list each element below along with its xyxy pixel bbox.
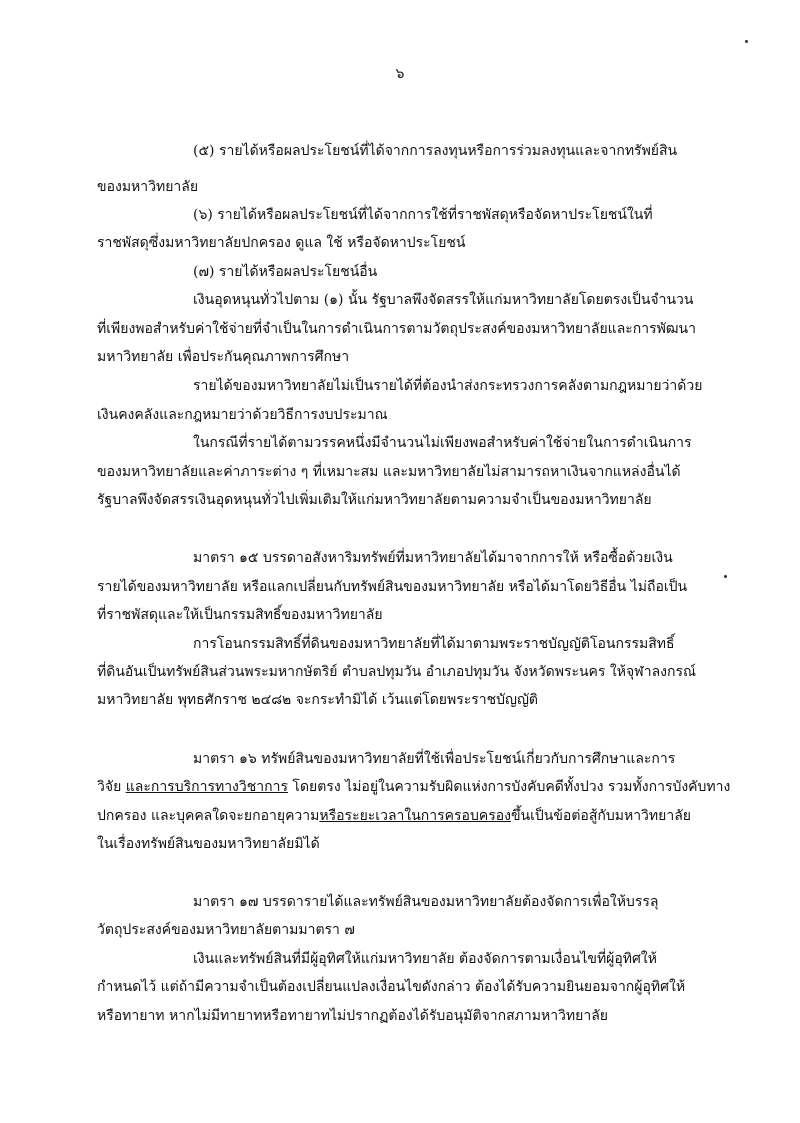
text-line: (๗) รายได้หรือผลประโยชน์อื่น — [193, 264, 378, 280]
text-segment: วิจัย — [97, 779, 126, 795]
text-line: รัฐบาลพึงจัดสรรเงินอุดหนุนทั่วไปเพิ่มเติมให้แก่มหาวิทยาลัยตามความจำเป็นของมหาวิทยาลัย — [97, 492, 652, 508]
text-line — [97, 806, 691, 826]
text-line: ที่เพียงพอสำหรับค่าใช้จ่ายที่จำเป็นในการดำเนินการตามวัตถุประสงค์ของมหาวิทยาลัยและการพัฒนา — [97, 321, 696, 337]
text-line: ของมหาวิทยาลัย — [97, 179, 199, 195]
text-line: ในเรื่องทรัพย์สินของมหาวิทยาลัยมิได้ — [97, 836, 320, 852]
text-line: รายได้ของมหาวิทยาลัยไม่เป็นรายได้ที่ต้องนำส่งกระทรวงการคลังตามกฎหมายว่าด้วย — [193, 378, 703, 394]
text-segment: โดยตรง ไม่อยู่ในความรับผิดแห่งการบังคับคดีทั้งปวง รวมทั้งการบังคับทาง — [287, 779, 731, 795]
text-line: หรือทายาท หากไม่มีทายาทหรือทายาทไม่ปรากฏต้องได้รับอนุมัติจากสภามหาวิทยาลัย — [97, 1008, 608, 1024]
text-line: ในกรณีที่รายได้ตามวรรคหนึ่งมีจำนวนไม่เพียงพอสำหรับค่าใช้จ่ายในการดำเนินการ — [193, 435, 692, 451]
scan-speck — [724, 575, 727, 578]
page-number: ๖ — [395, 66, 405, 82]
underlined-text: หรือระยะเวลาในการครอบครอง — [319, 808, 511, 824]
text-segment: ขึ้นเป็นข้อต่อสู้กับมหาวิทยาลัย — [510, 808, 691, 824]
text-line: รายได้ของมหาวิทยาลัย หรือแลกเปลี่ยนกับทรัพย์สินของมหาวิทยาลัย หรือได้มาโดยวิธีอื่น ไม่ถือเป็น — [97, 579, 688, 595]
text-line: ราชพัสดุซึ่งมหาวิทยาลัยปกครอง ดูแล ใช้ หรือจัดหาประโยชน์ — [97, 235, 466, 251]
text-line: การโอนกรรมสิทธิ์ที่ดินของมหาวิทยาลัยที่ได้มาตามพระราชบัญญัติโอนกรรมสิทธิ์ — [193, 636, 675, 652]
text-line: ที่ราชพัสดุและให้เป็นกรรมสิทธิ์ของมหาวิทยาลัย — [97, 607, 383, 623]
text-line — [97, 777, 730, 797]
text-line: เงินคงคลังและกฎหมายว่าด้วยวิธีการงบประมาณ — [97, 407, 388, 423]
underlined-text: และการบริการทางวิชาการ — [125, 779, 288, 795]
text-line: เงินและทรัพย์สินที่มีผู้อุทิศให้แก่มหาวิทยาลัย ต้องจัดการตามเงื่อนไขที่ผู้อุทิศให้ — [193, 951, 657, 967]
text-line: เงินอุดหนุนทั่วไปตาม (๑) นั้น รัฐบาลพึงจัดสรรให้แก่มหาวิทยาลัยโดยตรงเป็นจำนวน — [193, 292, 694, 308]
scan-speck — [745, 40, 748, 43]
text-line: วัตถุประสงค์ของมหาวิทยาลัยตามมาตรา ๗ — [97, 922, 355, 938]
text-line: (๕) รายได้หรือผลประโยชน์ที่ได้จากการลงทุนหรือการร่วมลงทุนและจากทรัพย์สิน — [193, 143, 678, 159]
section-16-heading-line: มาตรา ๑๖ ทรัพย์สินของมหาวิทยาลัยที่ใช้เพื่อประโยชน์เกี่ยวกับการศึกษาและการ — [193, 751, 676, 767]
text-segment: ปกครอง และบุคคลใดจะยกอายุความ — [97, 808, 320, 824]
text-line: ของมหาวิทยาลัยและค่าภาระต่าง ๆ ที่เหมาะสม และมหาวิทยาลัยไม่สามารถหาเงินจากแหล่งอื่นได้ — [97, 464, 681, 480]
section-15-heading-line: มาตรา ๑๕ บรรดาอสังหาริมทรัพย์ที่มหาวิทยาลัยได้มาจากการให้ หรือซื้อด้วยเงิน — [193, 550, 673, 566]
text-line: ที่ดินอันเป็นทรัพย์สินส่วนพระมหากษัตริย์ ตำบลปทุมวัน อำเภอปทุมวัน จังหวัดพระนคร ให้จุฬาลงกรณ์ — [97, 664, 696, 680]
text-line: (๖) รายได้หรือผลประโยชน์ที่ได้จากการใช้ที่ราชพัสดุหรือจัดหาประโยชน์ในที่ — [193, 207, 653, 223]
section-17-heading-line: มาตรา ๑๗ บรรดารายได้และทรัพย์สินของมหาวิทยาลัยต้องจัดการเพื่อให้บรรลุ — [193, 894, 659, 910]
text-line: กำหนดไว้ แต่ถ้ามีความจำเป็นต้องเปลี่ยนแปลงเงื่อนไขดังกล่าว ต้องได้รับความยินยอมจากผู้อุทิศให้ — [97, 979, 686, 995]
text-line: มหาวิทยาลัย เพื่อประกันคุณภาพการศึกษา — [97, 349, 350, 365]
text-line: มหาวิทยาลัย พุทธศักราช ๒๔๘๒ จะกระทำมิได้ เว้นแต่โดยพระราชบัญญัติ — [97, 692, 538, 708]
